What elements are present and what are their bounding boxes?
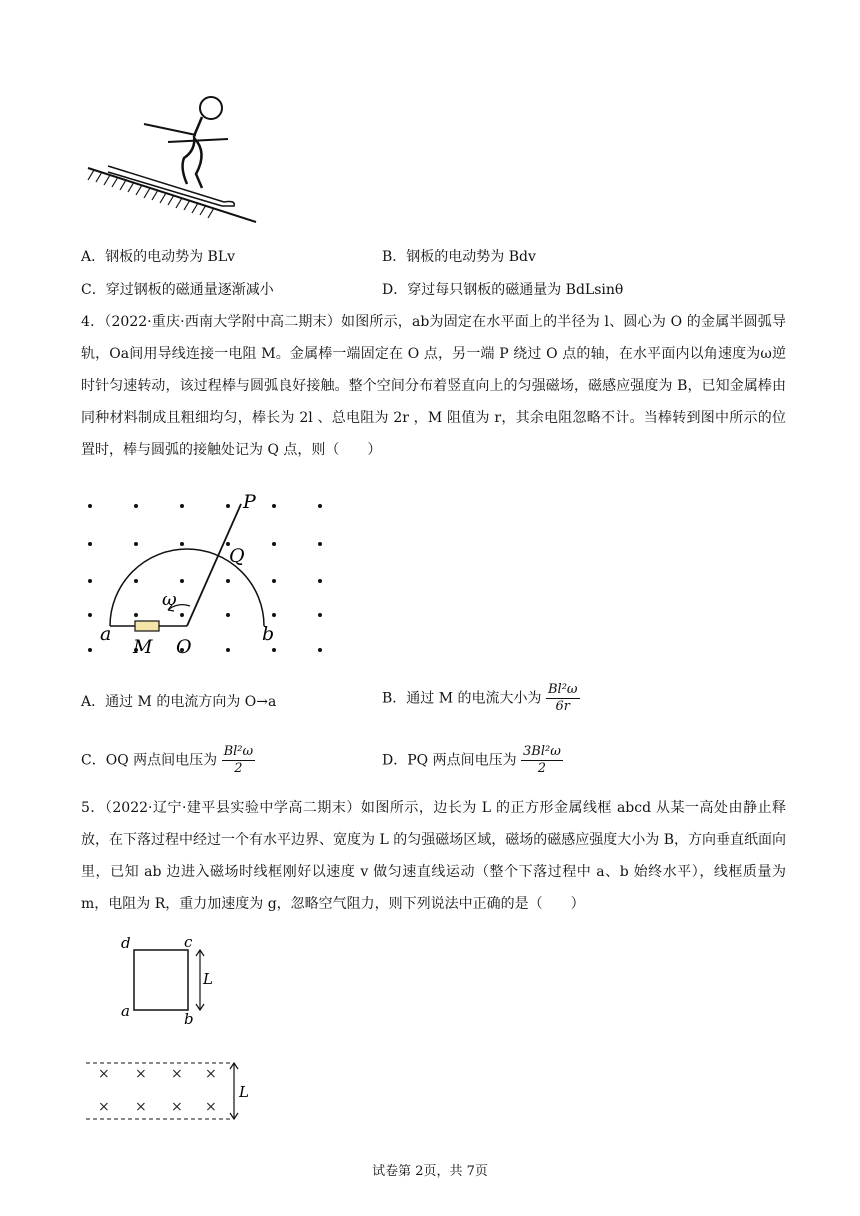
label-d: d <box>121 934 131 952</box>
label-l-frame: L <box>203 970 213 988</box>
q4-option-b-denominator: 6r <box>555 699 570 714</box>
skier-figure <box>84 88 264 230</box>
square-frame <box>134 950 188 1010</box>
q3-option-b: B．钢板的电动势为 Bdv <box>382 249 536 265</box>
q4-option-b <box>382 682 580 715</box>
q5-stem: 5．（2022·辽宁·建平县实验中学高二期末）如图所示，边长为 L 的正方形金属线框 abcd 从某一高处由静止释放，在下落过程中经过一个有水平边界、宽度为 L 的匀强磁场区域，磁场的磁感应强度大小为 B，方向垂直纸面向里，已知 ab 边进入磁场时线框刚好以速度 v 做匀速直线运动（整个下落过程中 a、b 始终水平），线框质量为 m，电阻为 R，重力加速度为 g，忽略空气阻力，则下列说法中正确的是（ ） <box>81 800 786 912</box>
field-cross: × <box>98 1099 110 1115</box>
label-b: b <box>262 623 275 645</box>
q4-rotating-rod-figure <box>80 490 340 662</box>
label-b: b <box>184 1010 194 1028</box>
q4-option-d-denominator: 2 <box>537 761 547 776</box>
q4-option-d <box>382 744 563 777</box>
label-q: Q <box>229 545 245 567</box>
q4-option-c <box>81 744 255 777</box>
q5-square-frame-figure <box>112 932 232 1030</box>
q4-option-c-numerator: Bl²ω <box>223 744 254 759</box>
q4-stem: 4．（2022·重庆·西南大学附中高二期末）如图所示，ab为固定在水平面上的半径为 l、圆心为 O 的金属半圆弧导轨，Oa间用导线连接一电阻 M。金属棒一端固定在 O 点，另一端 P 绕过 O 点的轴，在水平面内以角速度为ω逆时针匀速转动，该过程棒与圆弧良好接触。整个空间分布着竖直向上的匀强磁场，磁感应强度为 B，已知金属棒由同种材料制成且粗细均匀，棒长为 2l 、总电阻为 2r ，M 阻值为 r，其余电阻忽略不计。当棒转到图中所示的位置时，棒与圆弧的接触处记为 Q 点，则（ ） <box>81 314 786 458</box>
field-cross: × <box>171 1066 183 1082</box>
label-omega: ω <box>162 589 177 610</box>
field-cross: × <box>205 1066 217 1082</box>
label-a: a <box>100 623 112 645</box>
label-a: a <box>121 1002 130 1020</box>
q3-option-c: C．穿过钢板的磁通量逐渐减小 <box>81 282 274 298</box>
label-l-field: L <box>239 1083 249 1101</box>
label-o: O <box>176 636 192 658</box>
q4-option-b-numerator: Bl²ω <box>547 682 578 697</box>
q5-magnetic-field-figure <box>84 1056 274 1126</box>
field-cross: × <box>135 1066 147 1082</box>
q4-option-b-text: B．通过 M 的电流大小为 <box>382 690 542 707</box>
label-p: P <box>243 491 256 513</box>
field-cross: × <box>171 1099 183 1115</box>
q5-stem-block <box>81 792 786 920</box>
field-cross: × <box>98 1066 110 1082</box>
page-footer: 试卷第 2页，共 7页 <box>372 1164 488 1179</box>
q4-option-c-denominator: 2 <box>234 761 243 776</box>
q4-option-d-fraction <box>521 744 563 777</box>
q4-option-c-text: C．OQ 两点间电压为 <box>81 752 218 769</box>
q4-option-d-numerator: 3Bl²ω <box>523 744 561 759</box>
resistor-m <box>135 621 159 631</box>
magnetic-field-dots <box>88 504 322 652</box>
label-c: c <box>184 933 193 951</box>
q4-option-a: A．通过 M 的电流方向为 O→a <box>81 694 277 710</box>
q3-option-a: A．钢板的电动势为 BLv <box>81 249 236 265</box>
label-m: M <box>133 636 153 658</box>
q4-option-c-fraction <box>222 744 256 777</box>
field-cross: × <box>135 1099 147 1115</box>
q4-stem-block <box>81 306 786 466</box>
q4-option-d-text: D．PQ 两点间电压为 <box>382 752 517 769</box>
q3-option-d: D．穿过每只钢板的磁通量为 BdLsinθ <box>382 282 624 298</box>
q4-option-b-fraction <box>546 682 580 715</box>
field-cross: × <box>205 1099 217 1115</box>
